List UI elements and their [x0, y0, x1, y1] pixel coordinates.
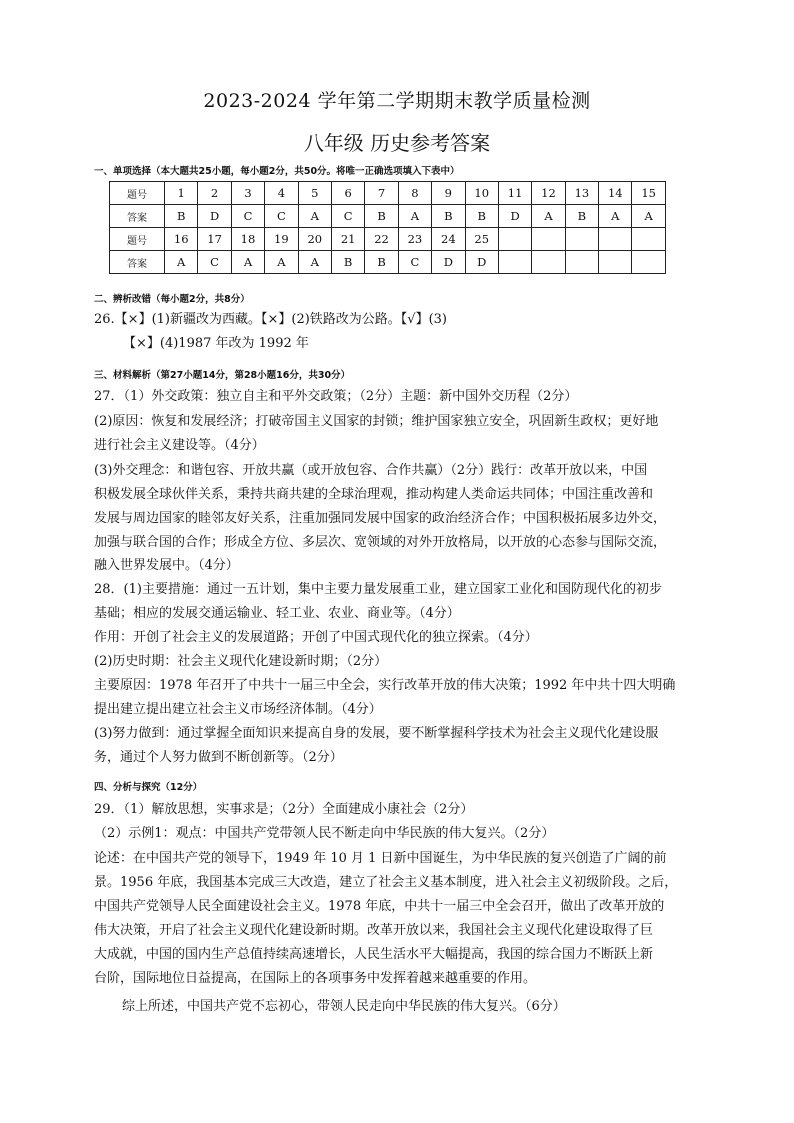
section3-line: (2)历史时期：社会主义现代化建设新时期；（2分）	[94, 654, 388, 669]
answer-cell: B	[365, 251, 398, 274]
answer-cell: B	[365, 205, 398, 228]
question-number-cell: 10	[465, 182, 498, 205]
answer-cell: A	[298, 205, 331, 228]
section1-heading: 一、单项选择（本大题共25小题，每小题2分，共50分。将唯一正确选项填入下表中）	[94, 166, 460, 177]
answer-cell: B	[432, 205, 465, 228]
question-number-cell: 4	[265, 182, 298, 205]
answer-cell	[532, 251, 565, 274]
section3-line: 进行社会主义建设等。（4分）	[94, 438, 265, 453]
section3-line: (3)外交理念：和谐包容、开放共赢（或开放包容、合作共赢）（2分）践行：改革开放以来，中国	[94, 463, 648, 478]
question-number-row	[110, 228, 666, 251]
answer-cell: C	[198, 251, 231, 274]
question-number-cell: 20	[298, 228, 331, 251]
section4-line: 综上所述，中国共产党不忘初心，带领人民走向中华民族的伟大复兴。（6分）	[122, 999, 566, 1014]
answer-cell: D	[498, 205, 531, 228]
question-number-cell: 19	[265, 228, 298, 251]
question-number-cell: 15	[632, 182, 665, 205]
question-number-cell: 7	[365, 182, 398, 205]
row-label: 题号	[110, 182, 165, 205]
section3-line: 发展与周边国家的睦邻友好关系，注重加强同发展中国家的政治经济合作；中国积极拓展多边外交，	[94, 511, 667, 526]
exam-title: 2023-2024 学年第二学期期末教学质量检测	[203, 90, 591, 112]
question-number-cell: 2	[198, 182, 231, 205]
question-number-cell: 11	[498, 182, 531, 205]
question-number-cell: 18	[231, 228, 264, 251]
question-number-cell: 9	[432, 182, 465, 205]
answer-cell	[565, 251, 598, 274]
question-number-row	[110, 182, 666, 205]
section4-line: 景。1956 年底，我国基本完成三大改造，建立了社会主义基本制度，进入社会主义初级阶段。之后，	[94, 875, 678, 890]
answer-cell: B	[165, 205, 198, 228]
answer-cell: D	[198, 205, 231, 228]
section3-line: 提出建立提出建立社会主义市场经济体制。（4分）	[94, 702, 382, 717]
question-number-cell: 14	[599, 182, 632, 205]
question-number-cell: 3	[231, 182, 264, 205]
answer-cell: B	[465, 205, 498, 228]
answer-cell: B	[565, 205, 598, 228]
answer-cell: A	[632, 205, 665, 228]
question-number-cell: 8	[398, 182, 431, 205]
answer-cell: C	[231, 205, 264, 228]
question-number-cell	[632, 228, 665, 251]
section2-line: 【×】(4)1987 年改为 1992 年	[123, 336, 309, 351]
section4-line: 台阶，国际地位日益提高，在国际上的各项事务中发挥着越来越重要的作用。	[94, 971, 537, 986]
question-number-cell	[599, 228, 632, 251]
answer-cell: D	[465, 251, 498, 274]
answer-cell: A	[231, 251, 264, 274]
answer-row	[110, 205, 666, 228]
answer-cell	[599, 251, 632, 274]
answer-cell: C	[265, 205, 298, 228]
section4-line: 伟大决策，开启了社会主义现代化建设新时期。改革开放以来，我国社会主义现代化建设取得了巨	[94, 923, 654, 938]
question-number-cell: 23	[398, 228, 431, 251]
section3-line: 加强与联合国的合作；形成全方位、多层次、宽领域的对外开放格局，以开放的心态参与国际交流，	[94, 535, 667, 550]
question-number-cell: 21	[331, 228, 364, 251]
question-number-cell	[532, 228, 565, 251]
answer-cell: D	[432, 251, 465, 274]
section4-line: 论述：在中国共产党的领导下，1949 年 10 月 1 日新中国诞生，为中华民族的复兴创造了广阔的前	[94, 851, 667, 866]
answer-cell: A	[532, 205, 565, 228]
answer-cell: B	[331, 251, 364, 274]
section2-heading: 二、辨析改错（每小题2分，共8分）	[94, 294, 250, 305]
answer-cell: A	[165, 251, 198, 274]
question-number-cell: 6	[331, 182, 364, 205]
answer-cell: A	[265, 251, 298, 274]
section3-line: (2)原因：恢复和发展经济；打破帝国主义国家的封锁；维护国家独立安全，巩固新生政权；更好地	[94, 414, 659, 429]
answer-cell	[498, 251, 531, 274]
section4-line: （2）示例1：观点：中国共产党带领人民不断走向中华民族的伟大复兴。（2分）	[94, 826, 555, 841]
question-number-cell: 22	[365, 228, 398, 251]
section3-line: 28．(1)主要措施：通过一五计划，集中主要力量发展重工业，建立国家工业化和国防现代化的初步	[94, 582, 662, 597]
answer-cell: A	[599, 205, 632, 228]
answer-cell: C	[331, 205, 364, 228]
answer-cell: A	[298, 251, 331, 274]
exam-subtitle: 八年级 历史参考答案	[303, 131, 491, 155]
section4-line: 中国共产党领导人民全面建设社会主义。1978 年底，中共十一届三中全会召开，做出了改革开放的	[94, 899, 665, 914]
question-number-cell: 13	[565, 182, 598, 205]
question-number-cell	[565, 228, 598, 251]
section3-line: 基础；相应的发展交通运输业、轻工业、农业、商业等。（4分）	[94, 606, 460, 621]
answer-cell	[632, 251, 665, 274]
question-number-cell: 24	[432, 228, 465, 251]
section3-line: 主要原因：1978 年召开了中共十一届三中全会，实行改革开放的伟大决策；1992 年中共十四大明确	[94, 678, 676, 693]
section3-line: 作用：开创了社会主义的发展道路；开创了中国式现代化的独立探索。（4分）	[94, 630, 538, 645]
row-label: 题号	[110, 228, 165, 251]
question-number-cell: 25	[465, 228, 498, 251]
question-number-cell: 5	[298, 182, 331, 205]
section4-line: 29．（1）解放思想，实事求是；（2分）全面建成小康社会（2分）	[94, 802, 474, 817]
section3-line: 务，通过个人努力做到不断创新等。（2分）	[94, 750, 343, 765]
section3-line: 27．（1）外交政策：独立自主和平外交政策；（2分）主题：新中国外交历程（2分）	[94, 389, 578, 404]
section4-line: 大成就，中国的国内生产总值持续高速增长，人民生活水平大幅提高，我国的综合国力不断跃上新	[94, 947, 654, 962]
answer-row	[110, 251, 666, 274]
answer-table	[109, 181, 666, 274]
row-label: 答案	[110, 251, 165, 274]
row-label: 答案	[110, 205, 165, 228]
answer-cell: C	[398, 251, 431, 274]
question-number-cell: 12	[532, 182, 565, 205]
section3-line: 积极发展全球伙伴关系，秉持共商共建的全球治理观，推动构建人类命运共同体；中国注重改善和	[94, 487, 654, 502]
section4-heading: 四、分析与探究（12分）	[94, 782, 203, 793]
section3-line: 融入世界发展中。（4分）	[94, 558, 239, 573]
question-number-cell	[498, 228, 531, 251]
question-number-cell: 17	[198, 228, 231, 251]
question-number-cell: 1	[165, 182, 198, 205]
section3-line: (3)努力做到：通过掌握全面知识来提高自身的发展，要不断掌握科学技术为社会主义现代化建设服	[94, 726, 659, 741]
question-number-cell: 16	[165, 228, 198, 251]
section2-line: 26.【×】(1)新疆改为西藏。【×】(2)铁路改为公路。【√】(3)	[94, 312, 447, 327]
section3-heading: 三、材料解析（第27小题14分，第28小题16分，共30分）	[94, 370, 351, 381]
answer-cell: A	[398, 205, 431, 228]
